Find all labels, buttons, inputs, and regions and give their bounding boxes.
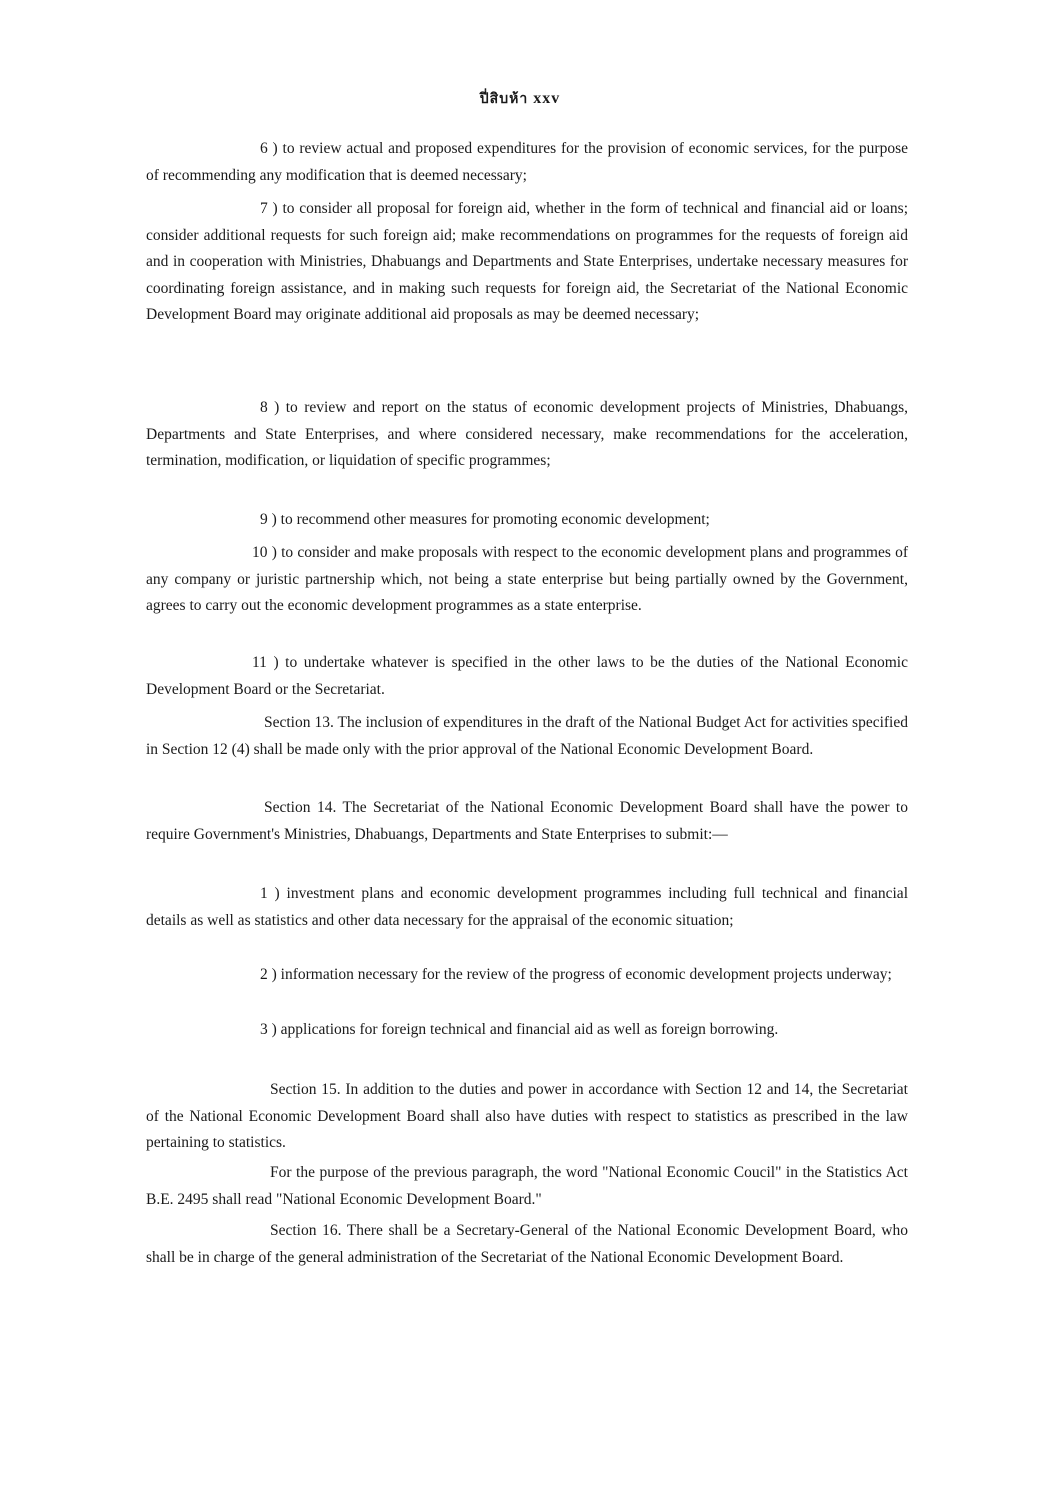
item-9 — [146, 507, 908, 534]
item-text: to consider all proposal for foreign aid, whether in the form of technical and financial aid or loans; consider additional requests for such foreign aid; make recommendations on programmes for the requests of foreign aid and in cooperation with Ministries, Dhabuangs and Departments and State Enterprises, undertake necessary measures for coordinating foreign assistance, and in making such requests for foreign aid, the Secretariat of the National Economic Development Board may originate additional aid proposals as may be deemed necessary; — [146, 200, 908, 323]
header-thai-text: ปี่สิบห้า — [479, 91, 529, 107]
item-number: 11 ) — [252, 654, 279, 671]
item-6 — [146, 136, 908, 189]
item-number: 2 ) — [260, 966, 277, 983]
item-text: investment plans and economic development programmes including full technical and financial details as well as statistics and other data necessary for the appraisal of the economic situation; — [146, 885, 908, 929]
section-13-text: Section 13. The inclusion of expenditures in the draft of the National Budget Act for activities specified in Section 12 (4) shall be made only with the prior approval of the National Economic Development Board. — [146, 714, 908, 758]
item-10 — [146, 540, 908, 620]
item-7 — [146, 196, 908, 329]
section-13 — [146, 710, 908, 763]
section-14-item-1 — [146, 881, 908, 934]
item-text: to review actual and proposed expenditures for the provision of economic services, for the purpose of recommending any modification that is deemed necessary; — [146, 140, 908, 184]
item-number: 3 ) — [260, 1021, 277, 1038]
item-text: information necessary for the review of the progress of economic development projects underway; — [280, 966, 892, 983]
item-number: 10 ) — [252, 544, 277, 561]
item-number: 9 ) — [260, 511, 277, 528]
section-15-text: Section 15. In addition to the duties and power in accordance with Section 12 and 14, the Secretariat of the National Economic Development Board shall also have duties with respect to statistics as prescribed in the law pertaining to statistics. — [146, 1081, 908, 1151]
header-page-numeral: xxv — [533, 90, 561, 107]
item-number: 8 ) — [260, 399, 280, 416]
section-14-item-3 — [146, 1017, 908, 1044]
item-8 — [146, 395, 908, 475]
item-text: to undertake whatever is specified in the other laws to be the duties of the National Economic Development Board or the Secretariat. — [146, 654, 908, 698]
section-14-item-2 — [146, 962, 908, 989]
item-text: applications for foreign technical and financial aid as well as foreign borrowing. — [280, 1021, 779, 1038]
item-text: to recommend other measures for promoting economic development; — [280, 511, 710, 528]
item-number: 6 ) — [260, 140, 278, 157]
section-14-text: Section 14. The Secretariat of the National Economic Development Board shall have the power to require Government's Ministries, Dhabuangs, Departments and State Enterprises to submit:— — [146, 799, 908, 843]
section-15-paragraph-2-text: For the purpose of the previous paragraph, the word "National Economic Coucil" in the Statistics Act B.E. 2495 shall read "National Economic Development Board." — [146, 1164, 908, 1208]
item-number: 7 ) — [260, 200, 278, 217]
item-number: 1 ) — [260, 885, 280, 902]
item-11 — [146, 650, 908, 703]
section-14 — [146, 795, 908, 848]
section-15 — [146, 1077, 908, 1157]
section-15-paragraph-2 — [146, 1160, 908, 1213]
section-16 — [146, 1218, 908, 1271]
page-header — [0, 88, 1040, 110]
section-16-text: Section 16. There shall be a Secretary-General of the National Economic Development Board, who shall be in charge of the general administration of the Secretariat of the National Economic Development Board. — [146, 1222, 908, 1266]
item-text: to consider and make proposals with respect to the economic development plans and programmes of any company or juristic partnership which, not being a state enterprise but being partially owned by the Government, agrees to carry out the economic development programmes as a state enterprise. — [146, 544, 908, 614]
item-text: to review and report on the status of economic development projects of Ministries, Dhabuangs, Departments and State Enterprises, and where considered necessary, make recommendations for the acceleration, termination, modification, or liquidation of specific programmes; — [146, 399, 909, 469]
